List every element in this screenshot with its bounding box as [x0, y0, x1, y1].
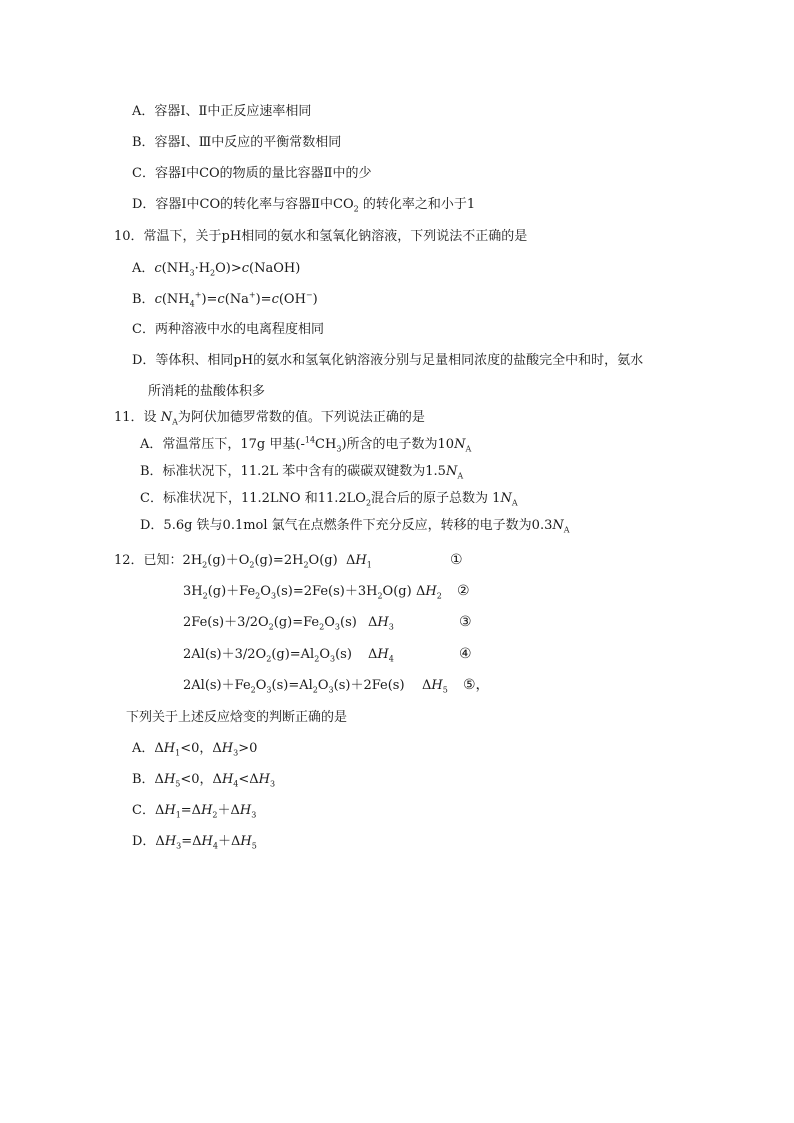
q12-eq5-dh: $\Delta H_5$: [422, 678, 448, 695]
q9-option-a: A．容器Ⅰ、Ⅱ中正反应速率相同: [132, 104, 312, 119]
q11-option-c: C．标准状况下，11.2LNO 和$11.2LO_2$混合后的原子总数为 $1N_A$: [140, 491, 518, 508]
q10-option-d: D．等体积、相同pH的氨水和氢氧化钠溶液分别与足量相同浓度的盐酸完全中和时，氨水: [132, 353, 644, 368]
q11-stem: 11．设 $N_A$为阿伏加德罗常数的值。下列说法正确的是: [114, 410, 425, 427]
q12-option-d: D．$\Delta H_3=\Delta H_4+\Delta H_5$: [132, 834, 257, 851]
q12-option-c: C．$\Delta H_1=\Delta H_2+\Delta H_3$: [132, 803, 257, 820]
q12-option-b: B．$\Delta H_5<0$，$\Delta H_4<\Delta H_3$: [132, 772, 276, 789]
q11-option-a: A．常温常压下，17g 甲基$(-^{14}CH_3)$所含的电子数为$10N_A$: [140, 435, 472, 454]
q12-eq2-dh: $\Delta H_2$: [416, 584, 442, 601]
q12-option-a: A．$\Delta H_1<0$，$\Delta H_3>0$: [132, 741, 258, 758]
q11-option-d: D．5.6g 铁与0.1mol 氯气在点燃条件下充分反应，转移的电子数为$0.3N_A$: [140, 518, 570, 535]
q12-eq5: $2Al(s)+Fe_2O_3(s)=Al_2O_3(s)+2Fe(s)$: [183, 678, 405, 695]
q12-eq4-dh: $\Delta H_4$: [368, 647, 394, 664]
q12-eq3-num: ③: [459, 614, 472, 630]
q12-eq1-dh: $\Delta H_1$: [346, 553, 372, 570]
q9-option-d: D．容器Ⅰ中CO的转化率与容器Ⅱ中$CO_2$ 的转化率之和小于1: [132, 197, 476, 214]
q12-eq5-num: ⑤，: [463, 677, 490, 693]
q10-option-d-cont: 所消耗的盐酸体积多: [148, 384, 266, 399]
q12-eq4-num: ④: [459, 646, 472, 662]
q10-option-b: B．$c(NH_4^+)=c(Na^+)=c(OH^-)$: [132, 290, 318, 309]
q12-eq4: $2Al(s)+3/2O_2(g)=Al_2O_3(s)$: [183, 647, 352, 664]
q11-option-b: B．标准状况下，11.2L 苯中含有的碳碳双键数为$1.5N_A$: [140, 464, 464, 481]
q9-option-b: B．容器Ⅰ、Ⅲ中反应的平衡常数相同: [132, 135, 342, 150]
q12-stem: 12．已知：$2H_2(g)+O_2(g)=2H_2O(g)$: [114, 553, 338, 570]
q12-question: 下列关于上述反应焓变的判断正确的是: [126, 710, 348, 725]
q12-eq2: $3H_2(g)+Fe_2O_3(s)=2Fe(s)+3H_2O(g)$: [183, 584, 412, 601]
q12-eq1-num: ①: [450, 552, 463, 568]
q9-option-c: C．容器Ⅰ中CO的物质的量比容器Ⅱ中的少: [132, 166, 372, 181]
q12-eq3-dh: $\Delta H_3$: [368, 615, 394, 632]
q10-option-c: C．两种溶液中水的电离程度相同: [132, 322, 324, 337]
q10-option-a: A．$c(NH_3\cdot H_2O)>c(NaOH)$: [132, 261, 301, 278]
q12-eq3: $2Fe(s)+3/2O_2(g)=Fe_2O_3(s)$: [183, 615, 357, 632]
q10-stem: 10．常温下，关于pH相同的氨水和氢氧化钠溶液，下列说法不正确的是: [114, 229, 528, 244]
q12-eq2-num: ②: [457, 583, 470, 599]
